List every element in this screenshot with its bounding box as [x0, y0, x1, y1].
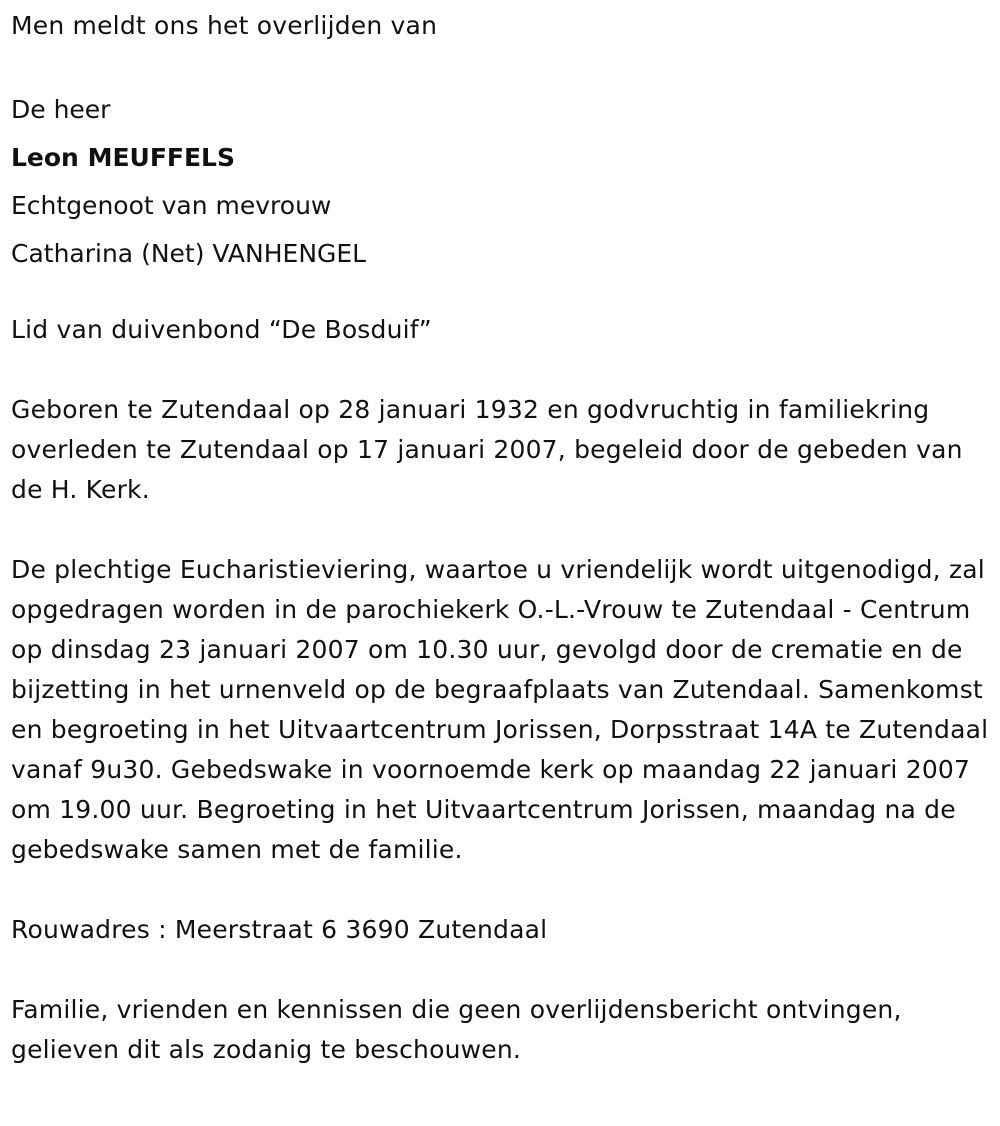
birth-death-paragraph: Geboren te Zutendaal op 28 januari 1932 en godvruchtig in familiekring overleden te Zutendaal op 17 januari 2007, begeleid door de gebeden van de H. Kerk.	[11, 395, 963, 504]
spouse-line-1: Echtgenoot van mevrouw	[11, 191, 332, 220]
closing-paragraph: Familie, vrienden en kennissen die geen overlijdensbericht ontvingen, gelieven dit als zodanig te beschouwen.	[11, 995, 902, 1064]
deceased-name: Leon MEUFFELS	[11, 143, 235, 172]
mourning-address: Rouwadres : Meerstraat 6 3690 Zutendaal	[11, 915, 548, 944]
spouse-line-2: Catharina (Net) VANHENGEL	[11, 239, 367, 268]
obituary-document	[11, 0, 996, 1070]
membership-text: Lid van duivenbond “De Bosduif”	[11, 315, 432, 344]
salutation: De heer	[11, 95, 111, 124]
intro-text: Men meldt ons het overlijden van	[11, 11, 438, 40]
ceremony-paragraph: De plechtige Eucharistieviering, waartoe u vriendelijk wordt uitgenodigd, zal opgedragen worden in de parochiekerk O.-L.-Vrouw te Zutendaal - Centrum op dinsdag 23 januari 2007 om 10.30 uur, gevolgd door de crematie en de bijzetting in het urnenveld op de begraafplaats van Zutendaal. Samenkomst en begroeting in het Uitvaartcentrum Jorissen, Dorpsstraat 14A te Zutendaal vanaf 9u30. Gebedswake in voornoemde kerk op maandag 22 januari 2007 om 19.00 uur. Begroeting in het Uitvaartcentrum Jorissen, maandag na de gebedswake samen met de familie.	[11, 555, 989, 864]
